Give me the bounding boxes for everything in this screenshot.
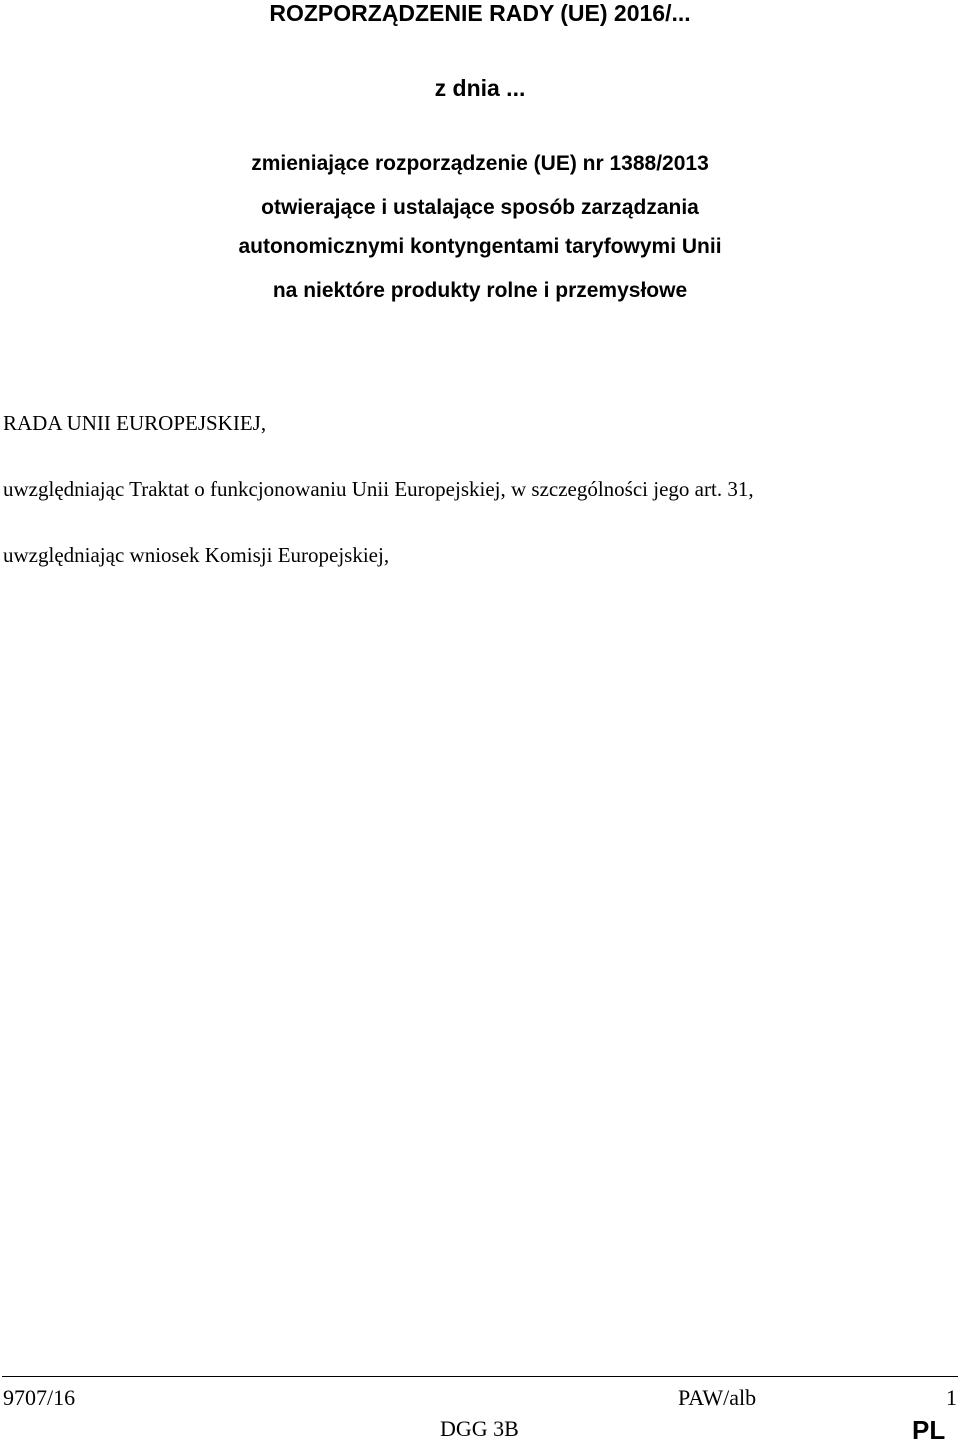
document-date: z dnia ... (434, 75, 526, 101)
preamble-citation: uwzględniając Traktat o funkcjonowaniu Unii Europejskiej, w szczególności jego art. 31, (3, 477, 754, 501)
preamble-author: RADA UNII EUROPEJSKIEJ, (3, 411, 267, 435)
subject-line: otwierające i ustalające sposób zarządzania (261, 196, 699, 219)
subject-line: autonomicznymi kontyngentami taryfowymi Unii (238, 235, 722, 258)
footer-language-code: PL (912, 1415, 946, 1445)
subject-line: zmieniające rozporządzenie (UE) nr 1388/2013 (251, 152, 709, 175)
subject-line: na niektóre produkty rolne i przemysłowe (272, 279, 688, 302)
document-title: ROZPORZĄDZENIE RADY (UE) 2016/... (269, 0, 691, 26)
footer-author-code: PAW/alb (678, 1385, 757, 1410)
footer-divider (2, 1376, 958, 1377)
preamble-citation: uwzględniając wniosek Komisji Europejskiej, (3, 543, 390, 567)
footer-doc-number: 9707/16 (3, 1385, 76, 1410)
footer-page-number: 1 (946, 1385, 957, 1410)
footer-directorate: DGG 3B (440, 1416, 519, 1441)
